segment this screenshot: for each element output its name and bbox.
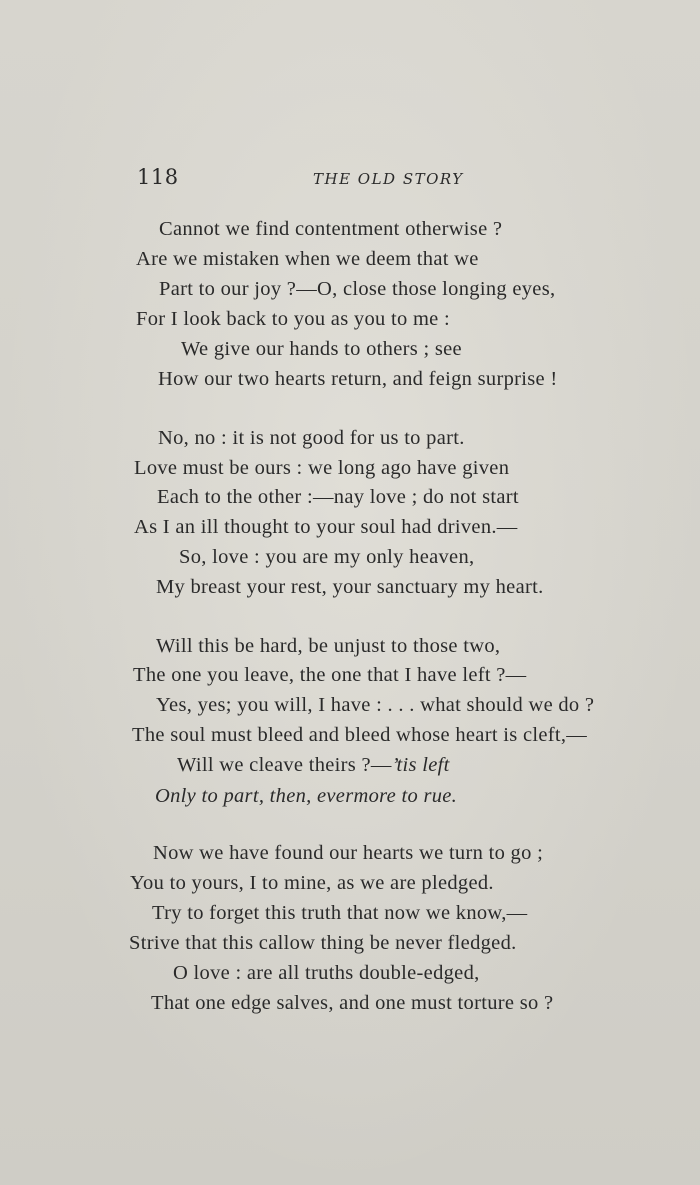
poem-line: Only to part, then, evermore to rue. [155,785,458,807]
poem-line: So, love : you are my only heaven, [179,546,475,568]
poem-line: We give our hands to others ; see [181,338,462,360]
page-number: 118 [137,165,179,189]
poem-line: Now we have found our hearts we turn to go ; [153,842,544,864]
poem-line: Yes, yes; you will, I have : . . . what should we do ? [156,694,595,716]
poem-line-text: Will we cleave theirs ?— [177,754,392,776]
poem-line: Cannot we find contentment otherwise ? [159,218,503,240]
poem-line: The soul must bleed and bleed whose heart is cleft,— [132,724,588,746]
poem-line: No, no : it is not good for us to part. [158,427,465,449]
poem-line: As I an ill thought to your soul had driven.— [134,516,518,538]
poem-line [177,754,450,777]
poem-line: Are we mistaken when we deem that we [136,248,479,270]
poem-line: Try to forget this truth that now we know,— [152,902,528,924]
poem-line: Part to our joy ?—O, close those longing eyes, [159,278,556,300]
poem-line: You to yours, I to mine, as we are pledged. [130,872,494,894]
poem-line-italic-text: ’tis left [391,754,450,776]
poem-line: Love must be ours : we long ago have given [134,457,510,479]
poem-line: Each to the other :—nay love ; do not start [157,486,519,508]
poem-line: Strive that this callow thing be never fledged. [129,932,517,954]
poem-line: O love : are all truths double-edged, [173,962,480,984]
poem-line: The one you leave, the one that I have left ?— [133,664,527,686]
running-title: THE OLD STORY [313,170,464,188]
poem-line: For I look back to you as you to me : [136,308,451,330]
poem-line: How our two hearts return, and feign surprise ! [158,368,558,390]
poem-line: That one edge salves, and one must torture so ? [151,992,554,1014]
poem-line: My breast your rest, your sanctuary my heart. [156,576,544,598]
poem-line: Will this be hard, be unjust to those two, [156,635,501,657]
